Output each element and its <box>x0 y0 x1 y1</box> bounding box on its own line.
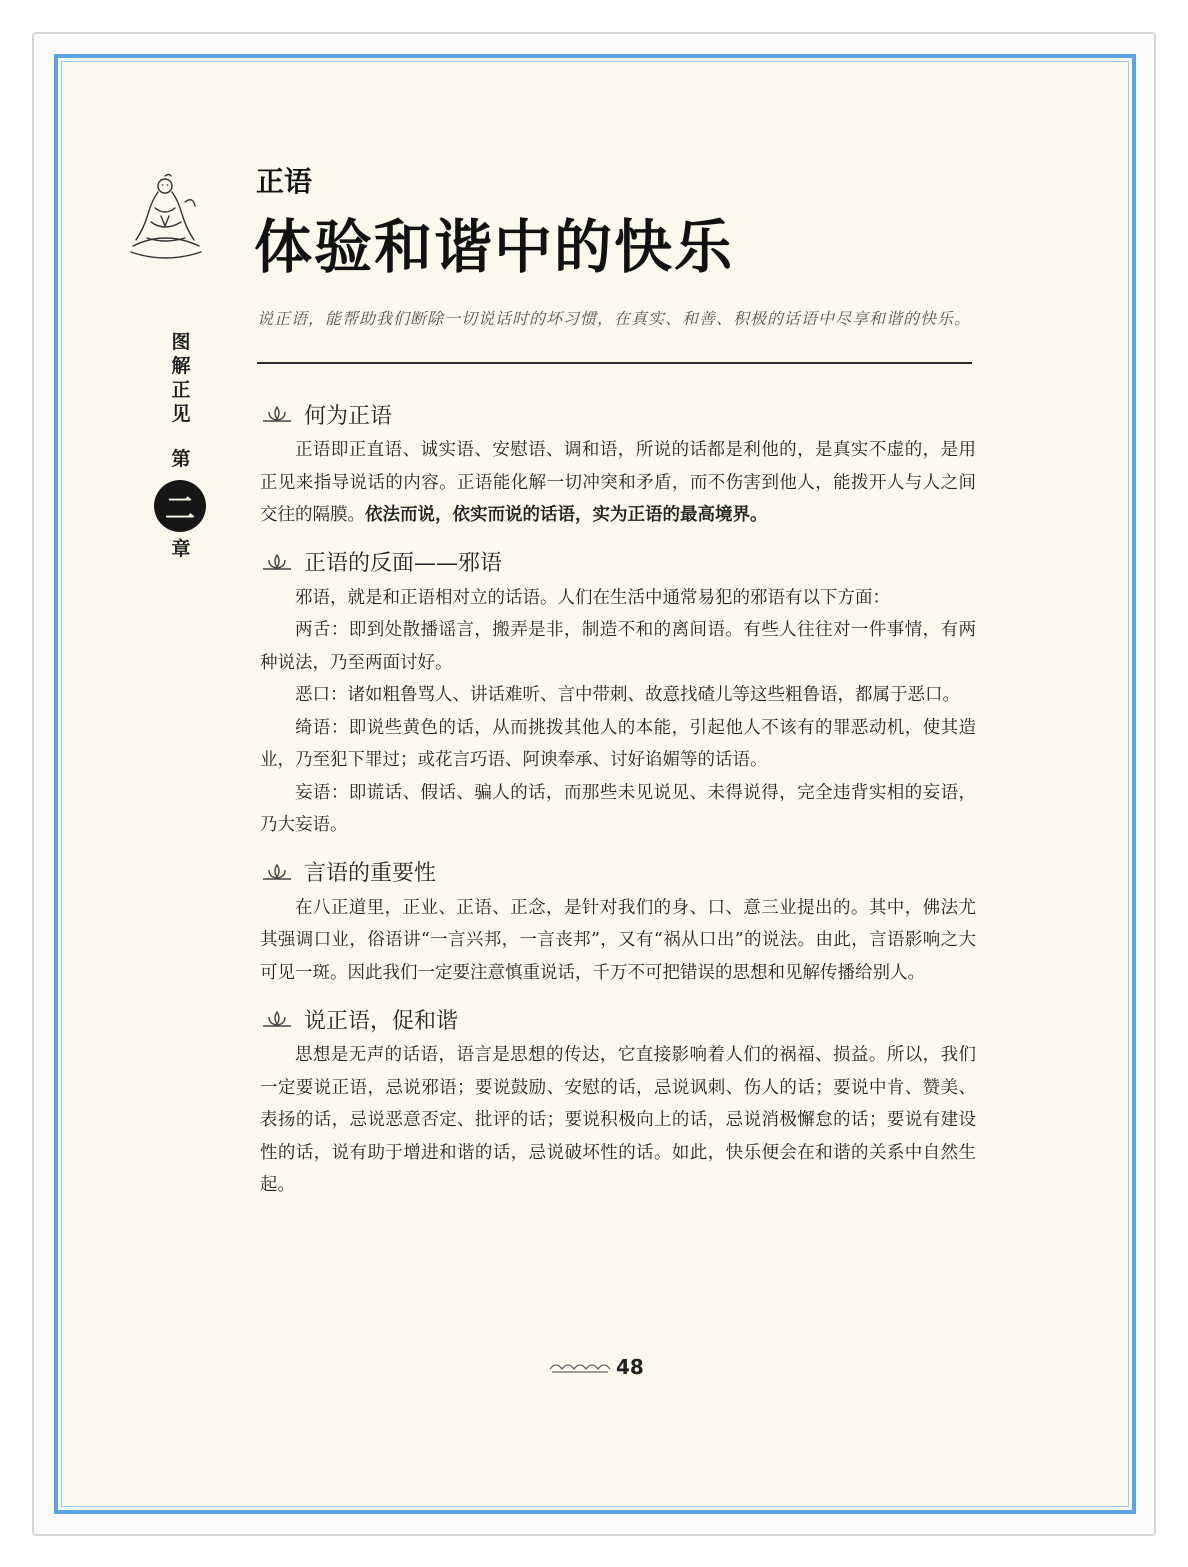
lotus-icon <box>260 1008 294 1030</box>
section-wrong-speech <box>260 542 976 842</box>
paragraph-emphasis: 依法而说，依实而说的话语，实为正语的最高境界。 <box>365 505 768 525</box>
page-footer <box>548 1352 644 1382</box>
section-importance <box>260 852 976 990</box>
paragraph: 绮语：即说些黄色的话，从而挑拨其他人的本能，引起他人不该有的罪恶动机，使其造业，乃至犯下罪过；或花言巧语、阿谀奉承、讨好谄媚等的话语。 <box>260 717 976 770</box>
chapter-number-badge: 二 <box>154 480 206 532</box>
chapter-suffix: 章 <box>171 538 191 560</box>
paragraph: 两舌：即到处散播谣言，搬弄是非，制造不和的离间语。有些人往往对一件事情，有两种说法，乃至两面讨好。 <box>260 620 976 673</box>
section-heading-text: 说正语，促和谐 <box>304 1008 459 1034</box>
section-harmony <box>260 999 976 1202</box>
section-heading <box>260 394 976 434</box>
lotus-icon <box>260 551 294 573</box>
book-title-char: 正 <box>171 379 191 401</box>
paragraph: 恶口：诸如粗鲁骂人、讲话难听、言中带刺、故意找碴儿等这些粗鲁语，都属于恶口。 <box>295 685 960 705</box>
paragraph: 思想是无声的话语，语言是思想的传达，它直接影响着人们的祸福、损益。所以，我们一定要说正语，忌说邪语；要说鼓励、安慰的话，忌说讽刺、伤人的话；要说中肯、赞美、表扬的话，忌说恶意否定、批评的话；要说积极向上的话，忌说消极懈怠的话；要说有建设性的话，说有助于增进和谐的话，忌说破坏性的话。如此，快乐便会在和谐的关系中自然生起。 <box>260 1045 976 1195</box>
intro-divider <box>257 362 972 364</box>
book-title-char: 见 <box>171 403 191 425</box>
section-heading <box>260 999 976 1039</box>
lotus-icon <box>260 403 294 425</box>
book-title-char: 图 <box>171 331 191 353</box>
cloud-ornament-icon <box>548 1359 612 1375</box>
chapter-prefix: 第 <box>171 448 191 470</box>
monk-illustration-icon <box>127 172 205 262</box>
section-definition <box>260 394 976 532</box>
section-heading-text: 何为正语 <box>304 403 393 429</box>
intro-text: 说正语，能帮助我们断除一切说话时的坏习惯，在真实、和善、积极的话语中尽享和谐的快乐。 <box>257 309 972 328</box>
paragraph <box>260 434 976 532</box>
paragraph: 在八正道里，正业、正语、正念，是针对我们的身、口、意三业提出的。其中，佛法尤其强调口业，俗语讲“一言兴邦，一言丧邦”，又有“祸从口出”的说法。由此，言语影响之大可见一斑。因此我们一定要注意慎重说话，千万不可把错误的思想和见解传播给别人。 <box>260 897 976 983</box>
paragraph: 妄语：即谎话、假话、骗人的话，而那些未见说见、未得说得，完全违背实相的妄语，乃大妄语。 <box>260 782 976 835</box>
section-heading-text: 正语的反面——邪语 <box>304 551 503 576</box>
page-number: 48 <box>616 1355 644 1379</box>
section-heading <box>260 542 976 582</box>
article-body <box>260 394 976 1212</box>
paragraph-text: 正语即正直语、诚实语、安慰语、调和语，所说的话都是利他的，是真实不虚的，是用正见来指导说话的内容。正语能化解一切冲突和矛盾，而不伤害到他人，能拨开人与人之间交往的隔膜。 <box>260 440 976 525</box>
section-heading <box>260 852 976 892</box>
section-heading-text: 言语的重要性 <box>304 861 437 886</box>
paragraph: 邪语，就是和正语相对立的话语。人们在生活中通常易犯的邪语有以下方面： <box>295 587 890 608</box>
book-title-vertical <box>166 330 196 426</box>
book-title-char: 解 <box>171 355 191 377</box>
page-title: 体验和谐中的快乐 <box>254 213 735 281</box>
lotus-icon <box>260 861 294 883</box>
section-kicker: 正语 <box>256 165 313 198</box>
